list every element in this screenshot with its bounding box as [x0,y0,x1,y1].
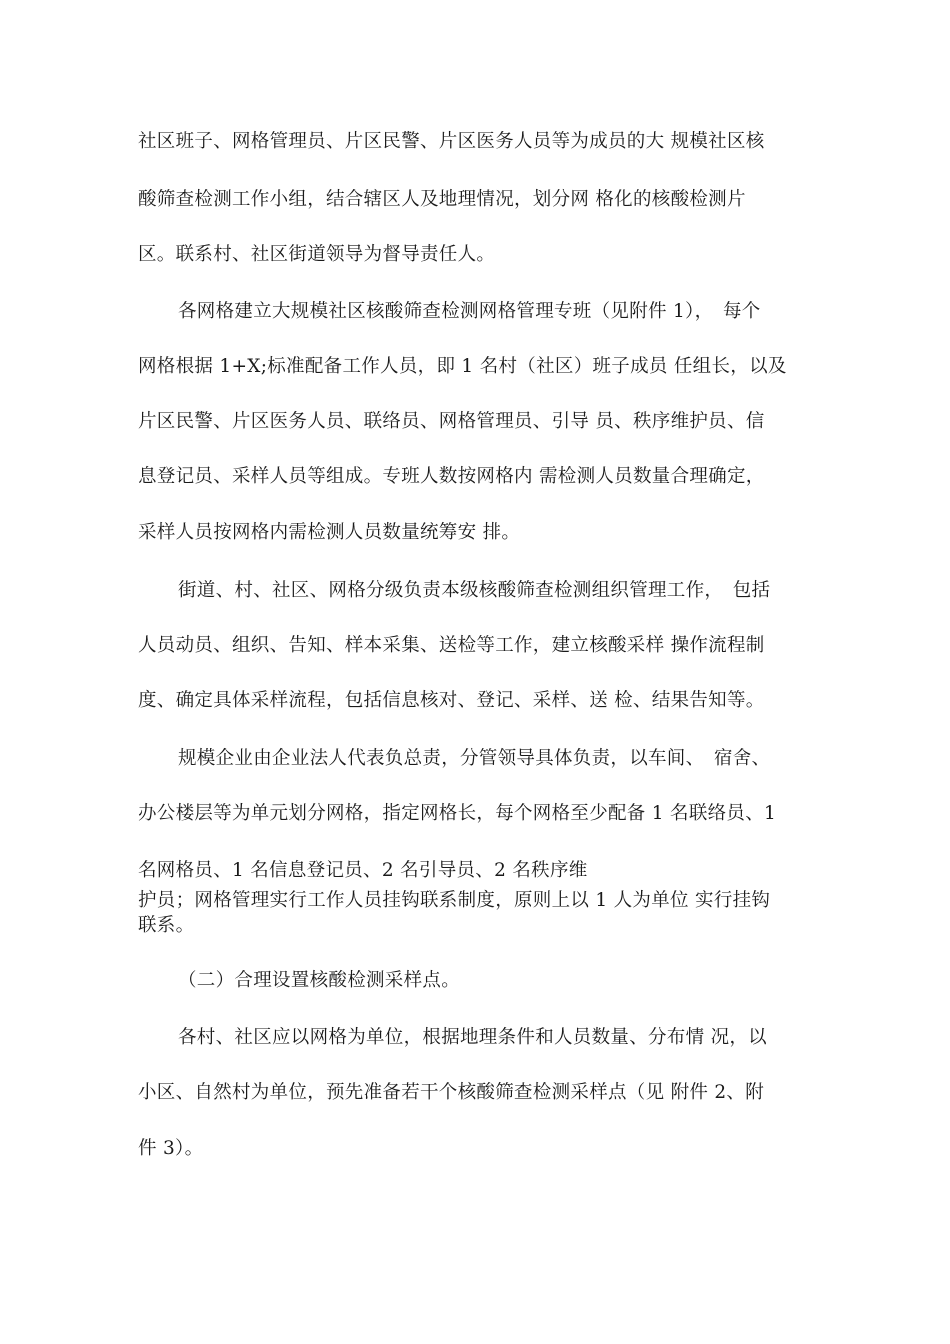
text-line: 件 3）。 [138,1138,204,1159]
text-line: 度、确定具体采样流程，包括信息核对、登记、采样、送 检、结果告知等。 [138,690,765,711]
text-line: 酸筛查检测工作小组，结合辖区人及地理情况，划分网 格化的核酸检测片 [138,189,746,210]
text-line: 人员动员、组织、告知、样本采集、送检等工作，建立核酸采样 操作流程制 [138,635,765,656]
text-line: 联系。 [138,915,195,936]
text-line: 网格根据 1+X;标准配备工作人员，即 1 名村（社区）班子成员 任组长，以及 [138,356,787,377]
text-line: 名网格员、1 名信息登记员、2 名引导员、2 名秩序维 [138,860,588,881]
text-line: 规模企业由企业法人代表负总责，分管领导具体负责，以车间、 宿舍、 [178,748,771,769]
text-line: 各村、社区应以网格为单位，根据地理条件和人员数量、分布情 况，以 [178,1027,767,1048]
text-line: 社区班子、网格管理员、片区民警、片区医务人员等为成员的大 规模社区核 [138,131,765,152]
text-line: 办公楼层等为单元划分网格，指定网格长，每个网格至少配备 1 名联络员、1 [138,803,777,824]
section-heading: （二）合理设置核酸检测采样点。 [178,970,461,991]
text-line: 各网格建立大规模社区核酸筛查检测网格管理专班（见附件 1）， 每个 [178,301,761,322]
text-line: 区。联系村、社区街道领导为督导责任人。 [138,244,496,265]
text-line: 息登记员、采样人员等组成。专班人数按网格内 需检测人员数量合理确定， [138,466,765,487]
text-line: 护员；网格管理实行工作人员挂钩联系制度，原则上以 1 人为单位 实行挂钩 [138,890,771,911]
text-line: 片区民警、片区医务人员、联络员、网格管理员、引导 员、秩序维护员、信 [138,411,765,432]
text-line: 街道、村、社区、网格分级负责本级核酸筛查检测组织管理工作， 包括 [178,580,771,601]
text-line: 采样人员按网格内需检测人员数量统筹安 排。 [138,522,521,543]
text-line: 小区、自然村为单位，预先准备若干个核酸筛查检测采样点（见 附件 2、附 [138,1082,765,1103]
